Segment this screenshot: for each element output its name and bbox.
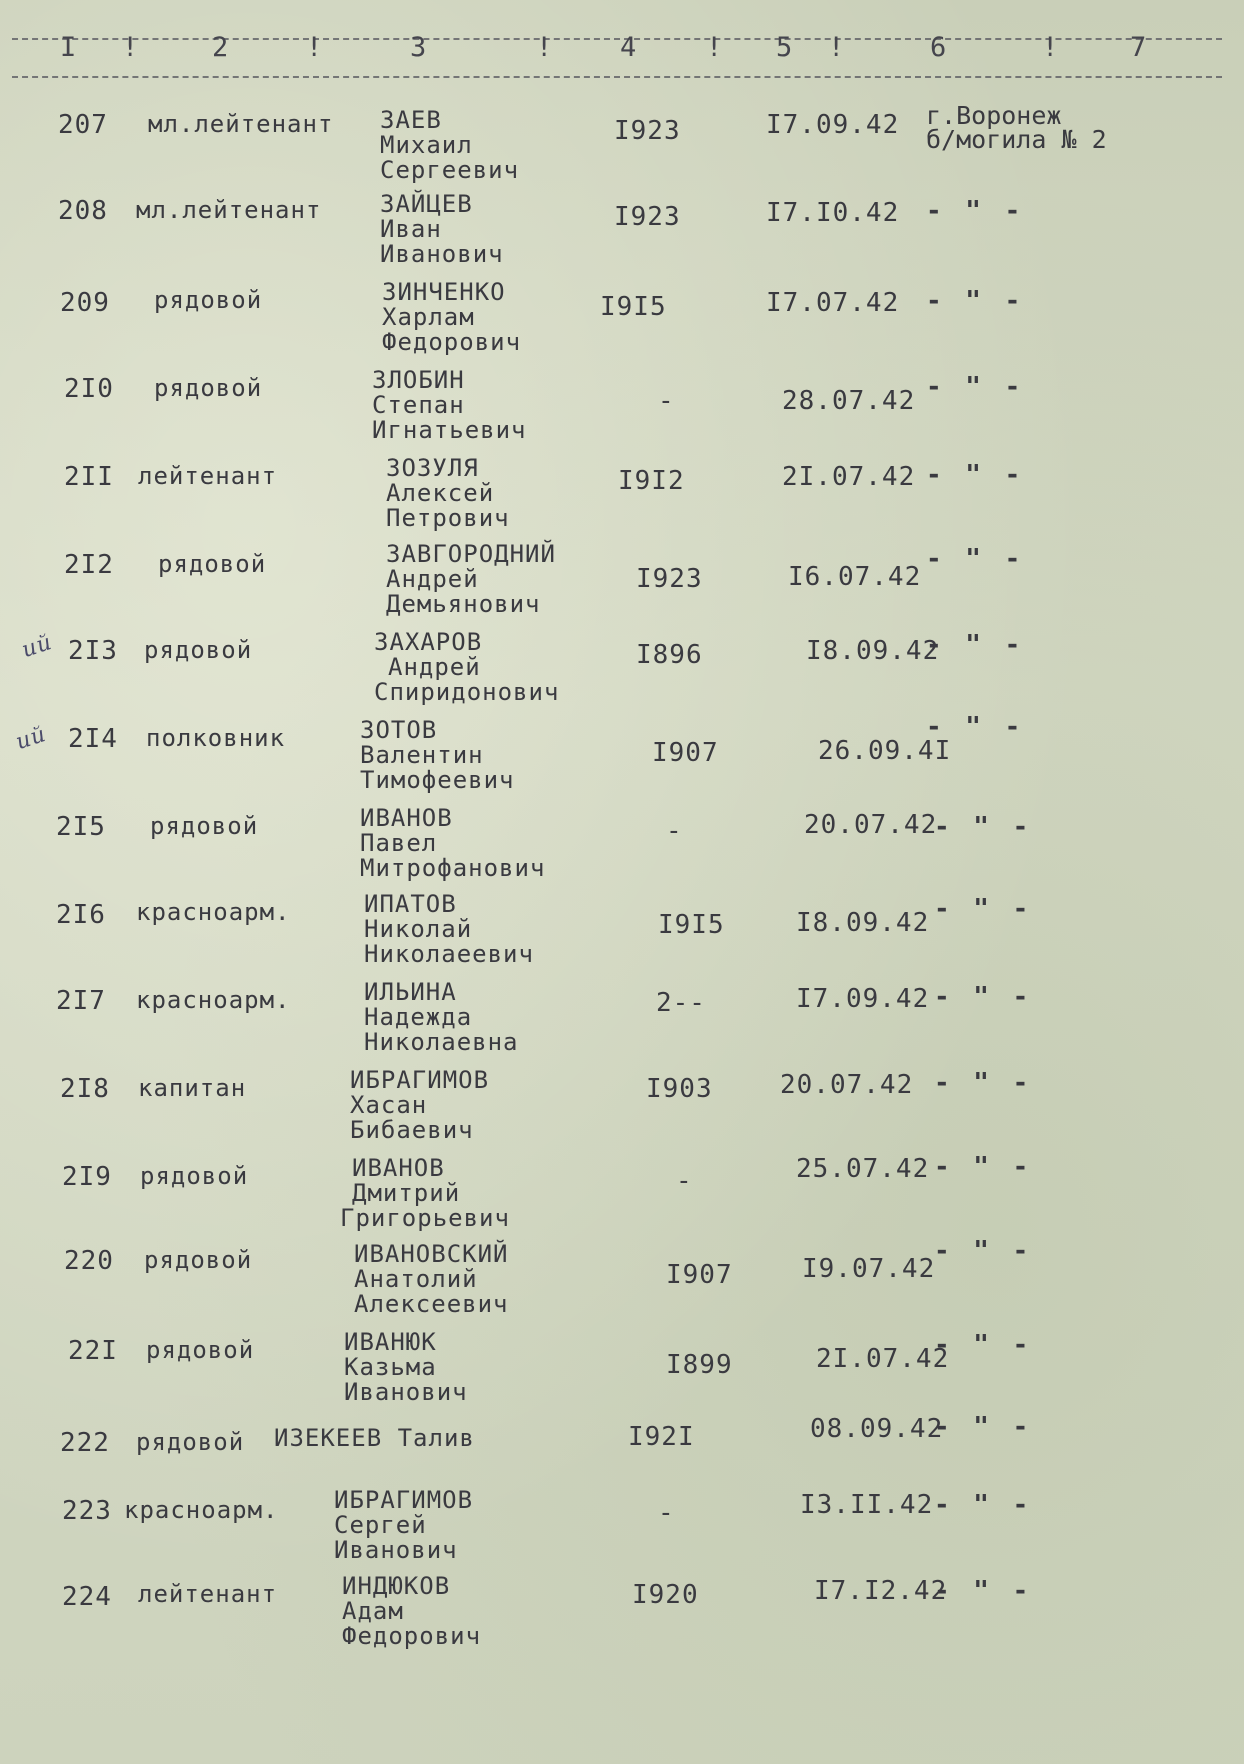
first-name: Адам [342,1597,404,1625]
full-name [364,892,534,967]
first-name: Андрей [386,565,479,593]
first-name: Алексей [386,479,495,507]
full-name [350,1068,489,1143]
military-rank: мл.лейтенант [136,196,322,224]
row-number: 2I3 [68,636,118,666]
full-name [372,368,527,443]
death-date: 25.07.42 [796,1154,930,1184]
birth-year: - [676,1166,693,1196]
patronymic: Демьянович [386,590,541,618]
patronymic: Сергеевич [380,156,520,184]
surname: ИЛЬИНА [364,978,457,1006]
full-name [342,1574,481,1649]
ditto-mark: - " - [926,286,1025,316]
military-rank: полковник [146,724,286,752]
ditto-mark: - " - [934,1236,1033,1266]
patronymic: Игнатьевич [372,416,527,444]
table-row [0,101,1244,196]
column-header-7: 7 [1130,32,1147,63]
full-name [380,108,519,183]
birth-year: - [658,1498,675,1528]
ditto-mark: - " - [926,372,1025,402]
birth-year: I920 [632,1580,699,1610]
first-name: Хасан [350,1091,428,1119]
table-row [0,804,1244,900]
ditto-mark: - " - [926,460,1025,490]
birth-year: - [666,816,683,846]
ditto-mark: - " - [934,894,1033,924]
military-rank: рядовой [140,1162,249,1190]
death-date: I7.I0.42 [766,198,900,228]
death-date: I7.09.42 [766,110,900,140]
birth-year: I923 [614,116,681,146]
patronymic: Иванович [344,1378,468,1406]
row-number: 208 [58,196,108,226]
birth-year: I903 [646,1074,713,1104]
patronymic: Федорович [382,328,522,356]
death-date: I7.09.42 [796,984,930,1014]
military-rank: рядовой [150,812,259,840]
birth-year: I899 [666,1350,733,1380]
birth-year: I907 [666,1260,733,1290]
ditto-mark: - " - [934,812,1033,842]
patronymic: Иванович [380,240,504,268]
surname: ЗАХАРОВ [374,628,483,656]
first-name: Степан [372,391,465,419]
column-header-6: 6 [930,32,947,63]
military-rank: лейтенант [138,462,278,490]
table-row [0,278,1244,372]
surname: ЗОЗУЛЯ [386,454,479,482]
row-number: 2I6 [56,900,106,930]
military-rank: красноарм. [136,986,291,1014]
first-name: Валентин [360,741,484,769]
column-header-3: 3 [410,32,427,63]
header-top-rule [12,38,1222,40]
table-row [0,190,1244,284]
row-number: 22I [68,1336,118,1366]
birth-year: I907 [652,738,719,768]
surname: ИВАНОВ [352,1154,445,1182]
table-row [0,1572,1244,1668]
first-name: Михаил [380,131,473,159]
first-name: Надежда [364,1003,473,1031]
surname: ИВАНОВСКИЙ [354,1240,509,1268]
column-separator: ! [536,32,553,63]
surname: ИНДЮКОВ [342,1572,451,1600]
birth-year: - [658,386,675,416]
patronymic: Алексеевич [354,1290,509,1318]
ditto-mark: - " - [926,544,1025,574]
handwritten-mark: ий [12,721,50,756]
column-separator: ! [706,32,723,63]
ditto-mark: - " - [934,1330,1033,1360]
military-rank: рядовой [136,1428,245,1456]
military-rank: лейтенант [138,1580,278,1608]
handwritten-mark: ий [18,629,56,664]
surname: ИВАНЮК [344,1328,437,1356]
ditto-mark: - " - [934,1068,1033,1098]
row-number: 2I4 [68,724,118,754]
row-number: 207 [58,110,108,140]
row-number: 222 [60,1428,110,1458]
surname: ЗАВГОРОДНИЙ [386,540,556,568]
military-rank: рядовой [154,286,263,314]
column-header-5: 5 [776,32,793,63]
full-name [344,1330,468,1405]
header-bottom-rule [12,76,1222,78]
table-row [0,540,1244,636]
birth-year: I923 [614,202,681,232]
death-date: 20.07.42 [804,810,938,840]
row-number: 2I9 [62,1162,112,1192]
full-name [340,1156,510,1231]
ditto-mark: - " - [934,982,1033,1012]
surname: ЗАЙЦЕВ [380,190,473,218]
row-number: 209 [60,288,110,318]
row-number: 2I5 [56,812,106,842]
ditto-mark: - " - [934,1490,1033,1520]
birth-year: I9I5 [600,292,667,322]
table-row [0,712,1244,812]
table-row [0,1066,1244,1162]
column-separator: ! [306,32,323,63]
patronymic: Федорович [342,1622,482,1650]
birth-year: I9I2 [618,466,685,496]
birth-year: I923 [636,564,703,594]
military-rank: мл.лейтенант [148,110,334,138]
burial-place: г.Воронеж б/могила № 2 [926,101,1107,154]
surname: ИПАТОВ [364,890,457,918]
full-name [386,456,510,531]
first-name: Павел [360,829,438,857]
death-date: I3.II.42 [800,1490,934,1520]
ditto-mark: - " - [926,196,1025,226]
patronymic: Иванович [334,1536,458,1564]
birth-year: 2-- [656,988,706,1018]
surname: ИБРАГИМОВ [350,1066,490,1094]
ditto-mark: - " - [926,630,1025,660]
table-row [0,1152,1244,1250]
row-number: 2II [64,462,114,492]
death-date: 2I.07.42 [782,462,916,492]
first-name: Анатолий [354,1265,478,1293]
ditto-mark: - " - [934,1412,1033,1442]
birth-year: I896 [636,640,703,670]
patronymic: Петрович [386,504,510,532]
death-date: I7.I2.42 [814,1576,948,1606]
first-name: Андрей [388,653,481,681]
surname: ИБРАГИМОВ [334,1486,474,1514]
patronymic: Спиридонович [374,678,560,706]
surname: ЗИНЧЕНКО [382,278,506,306]
table-row [0,366,1244,460]
death-date: 28.07.42 [782,386,916,416]
military-rank: красноарм. [136,898,291,926]
table-row [0,628,1244,724]
full-name [360,718,515,793]
patronymic: Григорьевич [340,1204,510,1232]
column-separator: ! [1042,32,1059,63]
table-row [0,978,1244,1074]
birth-year: I9I5 [658,910,725,940]
row-number: 220 [64,1246,114,1276]
military-rank: капитан [138,1074,247,1102]
row-number: 2I8 [60,1074,110,1104]
first-name: Сергей [334,1511,427,1539]
full-name [274,1426,475,1451]
full-name [374,630,559,705]
row-number: 223 [62,1496,112,1526]
column-separator: ! [122,32,139,63]
row-number: 2I0 [64,374,114,404]
full-name [364,980,519,1055]
death-date: I9.07.42 [802,1254,936,1284]
first-name: Харлам [382,303,475,331]
death-date: I7.07.42 [766,288,900,318]
military-rank: рядовой [146,1336,255,1364]
patronymic: Бибаевич [350,1116,474,1144]
ditto-mark: - " - [934,1576,1033,1606]
column-header-4: 4 [620,32,637,63]
table-row [0,1486,1244,1582]
ditto-mark: - " - [934,1152,1033,1182]
patronymic: Митрофанович [360,854,546,882]
column-header-2: 2 [212,32,229,63]
column-separator: ! [828,32,845,63]
row-number: 2I7 [56,986,106,1016]
row-number: 224 [62,1582,112,1612]
first-name: Казьма [344,1353,437,1381]
birth-year: I92I [628,1422,695,1452]
surname: ИВАНОВ [360,804,453,832]
full-name [386,542,556,617]
surname: ИЗЕКЕЕВ Талив [274,1424,475,1452]
surname: ЗАЕВ [380,106,442,134]
row-number: 2I2 [64,550,114,580]
death-date: 20.07.42 [780,1070,914,1100]
death-date: 08.09.42 [810,1414,944,1444]
column-header-1: I [60,32,77,63]
full-name [380,192,504,267]
military-rank: красноарм. [124,1496,279,1524]
death-date: 26.09.4I [818,736,952,766]
death-date: 2I.07.42 [816,1344,950,1374]
table-row [0,890,1244,986]
table-row [0,1328,1244,1426]
full-name [360,806,545,881]
first-name: Дмитрий [352,1179,461,1207]
table-row [0,454,1244,548]
death-date: I8.09.42 [796,908,930,938]
military-rank: рядовой [144,636,253,664]
full-name [354,1242,509,1317]
military-rank: рядовой [158,550,267,578]
table-row [0,1236,1244,1338]
ditto-mark: - " - [926,712,1025,742]
full-name [382,280,521,355]
patronymic: Тимофеевич [360,766,515,794]
first-name: Николай [364,915,473,943]
first-name: Иван [380,215,442,243]
death-date: I6.07.42 [788,562,922,592]
military-rank: рядовой [144,1246,253,1274]
death-date: I8.09.42 [806,636,940,666]
military-rank: рядовой [154,374,263,402]
full-name [334,1488,473,1563]
surname: ЗОТОВ [360,716,438,744]
patronymic: Николаеевич [364,940,534,968]
surname: ЗЛОБИН [372,366,465,394]
patronymic: Николаевна [364,1028,519,1056]
